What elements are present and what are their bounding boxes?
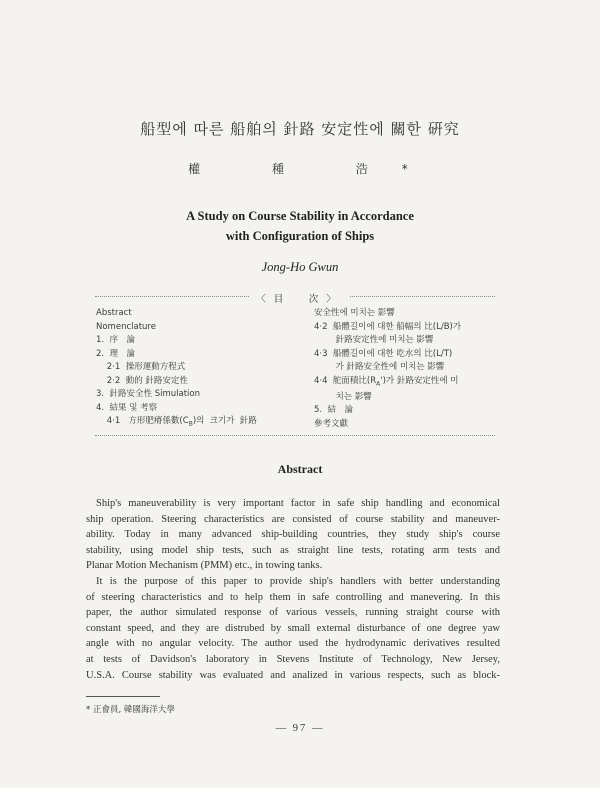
toc-left-item: 3. 針路安全性 Simulation [96, 389, 200, 399]
footnote-divider [86, 696, 160, 697]
abstract-line: constant speed, and they are distrubed by small external disturbance of one degree yaw [86, 622, 500, 634]
toc-left-item: 2·1 操形運動方程式 [96, 362, 186, 372]
toc-right-item: 參考文獻 [314, 418, 349, 429]
author-name-english: Jong-Ho Gwun [261, 260, 339, 274]
toc-left-item: 2·2 動的 針路安定性 [96, 375, 188, 386]
toc-left-item: 4·1 方形肥瘠係數$(C_B)$의 크기가 針路 [96, 416, 257, 428]
author-name-korean: 權 種 浩* [188, 162, 442, 176]
toc-right-item: 치는 影響 [314, 391, 372, 402]
abstract-line: Planar Motion Mechanism (PMM) etc., in towing tanks. [86, 560, 323, 572]
abstract-line: It is the purpose of this paper to provide ship's handlers with better understanding [96, 575, 500, 587]
toc-right-item: 5. 結 論 [314, 405, 354, 416]
toc-right-item: 針路安定性에 미치는 影響 [314, 335, 434, 345]
abstract-line: stability, using model ship tests, such as straight line tests, rotating arm tests and [86, 544, 500, 556]
abstract-paragraph-1 [86, 496, 500, 574]
toc-right-item: 가 針路安全性에 미치는 影響 [314, 362, 445, 372]
toc-right-item: 4·3 船體길이에 대한 吃水의 比(L/T) [314, 348, 453, 359]
toc-right-column [314, 307, 461, 431]
toc-left-column [96, 307, 257, 431]
toc-heading: 〈目 次〉 [0, 291, 600, 305]
page-number: — 97 — [275, 723, 325, 734]
abstract-line: ability. Today in many advanced ship-building countries, they study ship's course [86, 529, 500, 541]
footnote: * 正會員, 韓國海洋大學 [86, 705, 175, 715]
toc-left-item: 1. 序 論 [96, 335, 136, 345]
paper-title-korean: 船型에 따른 船舶의 針路 安定性에 關한 硏究 [140, 120, 460, 138]
toc-left-item: Abstract [96, 308, 132, 318]
toc-right-item: 安全性에 미치는 影響 [314, 308, 395, 318]
abstract-body [86, 496, 500, 683]
paper-title-english [0, 206, 600, 246]
abstract-line: Ship's maneuverability is very important factor in safe ship handling and economical [96, 498, 500, 509]
abstract-line: ship operation. Steering characteristics are consisted of course stability and maneuver- [86, 513, 500, 525]
abstract-line: angle with no angular velocity. The author used the hydrodynamic derivatives resulted [86, 638, 500, 650]
abstract-line: of steering characteristics and to help them in safe controlling and manevering. In this [86, 591, 500, 603]
abstract-line: at tests of Davidson's laboratory in Stevens Institute of Technology, New Jersey, [86, 653, 500, 665]
toc-right-item: 4·2 船體길이에 대한 船幅의 比(L/B)가 [314, 321, 462, 332]
abstract-line: paper, the author simulated response of various vessels, running straight course with [86, 607, 500, 619]
toc-left-item: 2. 理 論 [96, 348, 136, 359]
toc-right-item: 4·4 舵面積比$(R_A')$가 針路安定性에 미 [314, 375, 459, 388]
toc-left-item: Nomenclature [96, 321, 156, 332]
title-en-line-1: A Study on Course Stability in Accordance [186, 209, 414, 223]
abstract-line: U.S.A. Course stability was evaluated and analized in various respects, such as block- [86, 669, 500, 681]
title-en-line-2: with Configuration of Ships [225, 229, 375, 243]
toc-left-item: 4. 結果 및 考察 [96, 402, 158, 413]
abstract-paragraph-2 [86, 574, 500, 683]
abstract-heading: Abstract [277, 462, 323, 476]
